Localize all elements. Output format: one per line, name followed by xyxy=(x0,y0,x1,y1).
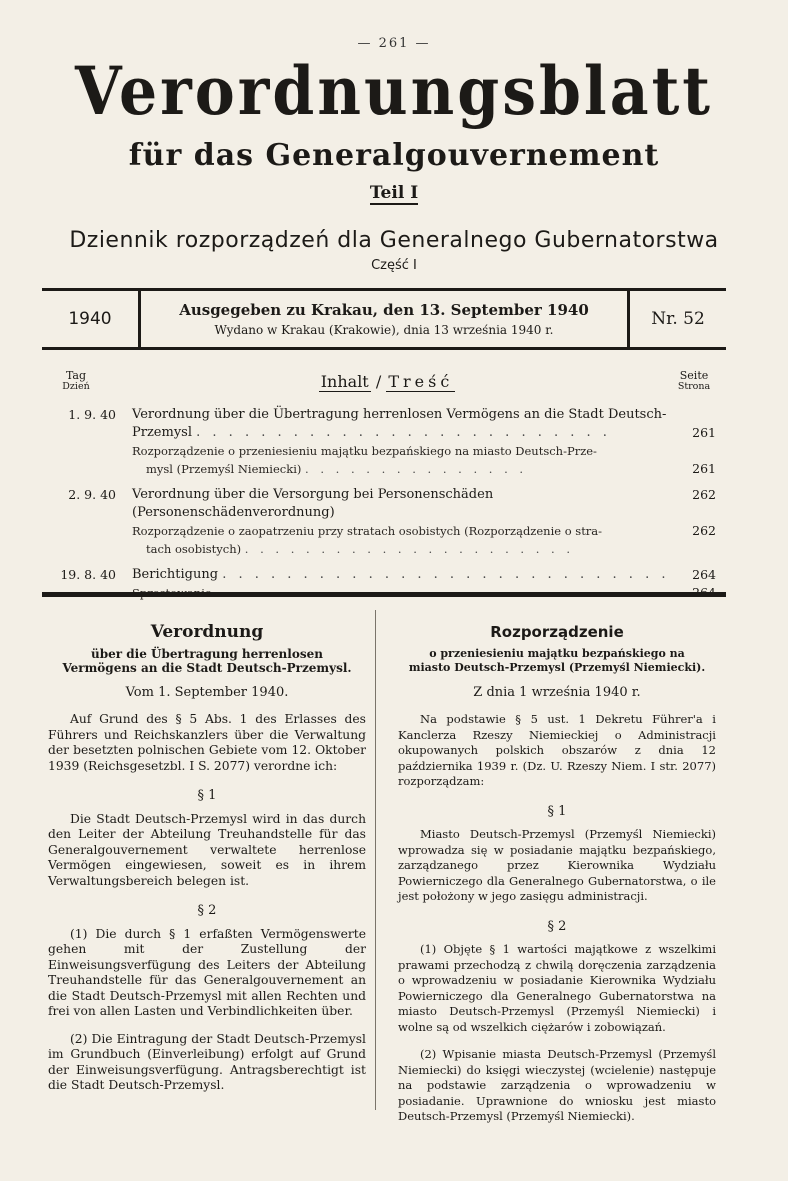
issue-number: Nr. 52 xyxy=(627,291,726,347)
german-section-1-text: Die Stadt Deutsch-Przemysl wird in das durch den Leiter der Abteilung Treuhandstelle für das Generalgouvernement verwaltete herrenlose Vermögen eingewiesen, soweit es in ihrem Verwaltungsbereich belegen ist. xyxy=(48,811,366,888)
issue-year: 1940 xyxy=(42,291,141,347)
polish-column xyxy=(398,625,716,1137)
toc-entry-title-de: Verordnung über die Übertragung herrenlosen Vermögens an die Stadt Deutsch- xyxy=(132,407,667,422)
toc-date-header-de: Tag xyxy=(65,369,87,382)
masthead-subtitle: für das Generalgouvernement xyxy=(128,138,660,173)
toc-page-header-pl: Strona xyxy=(677,380,711,392)
toc-entry-page-pl: 261 xyxy=(692,461,716,476)
masthead-part: Teil I xyxy=(369,183,419,203)
polish-part: Część I xyxy=(371,258,417,273)
section-divider xyxy=(42,592,726,597)
polish-subtitle: o przeniesieniu majątku bezpańskiego na miasto Deutsch-Przemysl (Przemyśl Niemiecki). xyxy=(408,646,706,674)
polish-date: Z dnia 1 września 1940 r. xyxy=(473,684,641,700)
toc-title-de: Inhalt xyxy=(320,372,369,391)
table-of-contents xyxy=(58,370,716,602)
polish-preamble: Na podstawie § 5 ust. 1 Dekretu Führer'a i Kanclerza Rzeszy Niemieckiej o Administracji okupowanych polskich obszarów z dnia 12 października 1939 r. (Dz. U. Rzeszy Niem. I str. 2077) rozporządzam: xyxy=(398,712,716,788)
german-section-2: § 2 xyxy=(197,903,217,918)
toc-entry: 2. 9. 40 Verordnung über die Versorgung bei Personenschäden (Personenschädenverordnung) Rozporządzenie o zaopatrzeniu przy stratach osobistych (Rozporządzenie o stra- tach osobistych) . . . . . . . . . . . . . . . . . . . . . . 262 262 xyxy=(58,486,716,558)
toc-entry-title-de: Berichtigung xyxy=(132,567,219,582)
issue-date-pl: Wydano w Krakau (Krakowie), dnia 13 września 1940 r. xyxy=(214,323,554,337)
issue-box xyxy=(42,288,726,350)
polish-section-1: § 1 xyxy=(547,803,567,819)
polish-section-1-text: Miasto Deutsch-Przemysl (Przemyśl Niemiecki) wprowadza się w posiadanie majątku bezpańskiego, zarządzanego przez Kierownika Wydziału Powierniczego dla Generalnego Gubernatorstwa, o ile jest położony w jego zasięgu administracji. xyxy=(398,827,716,903)
toc-entry-title-pl: Rozporządzenie o zaopatrzeniu przy stratach osobistych (Rozporządzenie o stra- xyxy=(132,524,603,538)
toc-entry-page: 262 xyxy=(692,487,716,502)
toc-entry-page: 261 xyxy=(692,425,716,440)
masthead xyxy=(0,53,788,205)
german-section-1: § 1 xyxy=(197,788,217,803)
toc-entry-date: 2. 9. 40 xyxy=(68,487,116,502)
toc-entry: 1. 9. 40 Verordnung über die Übertragung herrenlosen Vermögens an die Stadt Deutsch- Przemysl . . . . . . . . . . . . . . . . . . . . . . . . . . Rozporządzenie o przeniesieniu majątku bezpańskiego na miasto Deutsch-Prze- mysl (Przemyśl Niemiecki) . . . . . . . . . . . . . . . 261 261 xyxy=(58,406,716,478)
german-title: Verordnung xyxy=(150,622,264,642)
german-date: Vom 1. September 1940. xyxy=(125,684,289,700)
polish-section-2-para-2: (2) Wpisanie miasta Deutsch-Przemysl (Przemyśl Niemiecki) do księgi wieczystej (wcielenie) następuje na podstawie zarządzenia o wprowadzeniu w posiadanie. Uprawnione do wniosku jest miasto Deutsch-Przemysl (Przemyśl Niemiecki). xyxy=(398,1047,716,1123)
toc-title xyxy=(58,369,716,391)
masthead-title: Verordnungsblatt xyxy=(74,53,714,131)
toc-entry-title-pl-cont: mysl (Przemyśl Niemiecki) xyxy=(146,462,302,476)
polish-title-decree: Rozporządzenie xyxy=(490,623,624,641)
german-column xyxy=(48,622,366,1106)
toc-entry-page-pl: 262 xyxy=(692,523,716,538)
german-preamble: Auf Grund des § 5 Abs. 1 des Erlasses des Führers und Reichskanzlers über die Verwaltung der besetzten polnischen Gebiete vom 12. Oktober 1939 (Reichsgesetzbl. I S. 2077) verordne ich: xyxy=(48,712,366,773)
toc-entry-title-de-cont: Przemysl xyxy=(132,425,193,440)
issue-info xyxy=(141,291,627,347)
toc-title-pl: Treść xyxy=(388,372,454,391)
german-section-2-para-2: (2) Die Eintragung der Stadt Deutsch-Przemysl im Grundbuch (Einverleibung) erfolgt auf Grund der Einweisungsverfügung. Antragsberechtigt ist die Stadt Deutsch-Przemysl. xyxy=(48,1031,366,1092)
german-subtitle: über die Übertragung herrenlosen Vermögens an die Stadt Deutsch-Przemysl. xyxy=(62,646,352,675)
toc-date-header-pl: Dzień xyxy=(62,380,90,392)
column-divider xyxy=(375,610,376,1110)
toc-entry-title-pl-cont: tach osobistych) xyxy=(146,542,242,556)
german-section-2-para-1: (1) Die durch § 1 erfaßten Vermögenswerte gehen mit der Zustellung der Einweisungsverfügung des Leiters der Abteilung Treuhandstelle für das Generalgouvernement an die Stadt Deutsch-Przemysl mit allen Rechten und frei von allen Lasten und Verbindlichkeiten über. xyxy=(48,926,366,1018)
polish-section-2: § 2 xyxy=(547,918,567,934)
polish-section-2-para-1: (1) Objęte § 1 wartości majątkowe z wszelkimi prawami przechodzą z chwilą doręczenia zarządzenia o wprowadzeniu w posiadanie Kierownika Wydziału Powierniczego dla Generalnego Gubernatorstwa na miasto Deutsch-Przemysl (Przemyśl Niemiecki) i wolne są od wszelkich ciężarów i zobowiązań. xyxy=(398,942,716,1034)
toc-page-header xyxy=(672,370,716,392)
toc-entry-date: 1. 9. 40 xyxy=(68,407,116,422)
toc-entry-page: 264 xyxy=(692,567,716,582)
toc-title-sep: / xyxy=(375,372,382,391)
issue-date-de: Ausgegeben zu Krakau, den 13. September 1940 xyxy=(179,301,589,319)
toc-entry-title-pl: Rozporządzenie o przeniesieniu majątku bezpańskiego na miasto Deutsch-Prze- xyxy=(132,444,597,458)
toc-header xyxy=(58,370,716,400)
toc-page-header-de: Seite xyxy=(679,369,709,382)
toc-entry-title-de: Verordnung über die Versorgung bei Personenschäden (Personenschädenverordnung) xyxy=(132,487,494,520)
page-number: — 261 — xyxy=(357,36,431,51)
toc-entry-date: 19. 8. 40 xyxy=(60,567,116,582)
polish-title: Dziennik rozporządzeń dla Generalnego Gubernatorstwa xyxy=(69,228,719,253)
toc-entry: 19. 8. 40 Berichtigung . . . . . . . . . . . . . . . . . . . . . . . . . . . . 264 xyxy=(58,566,716,602)
